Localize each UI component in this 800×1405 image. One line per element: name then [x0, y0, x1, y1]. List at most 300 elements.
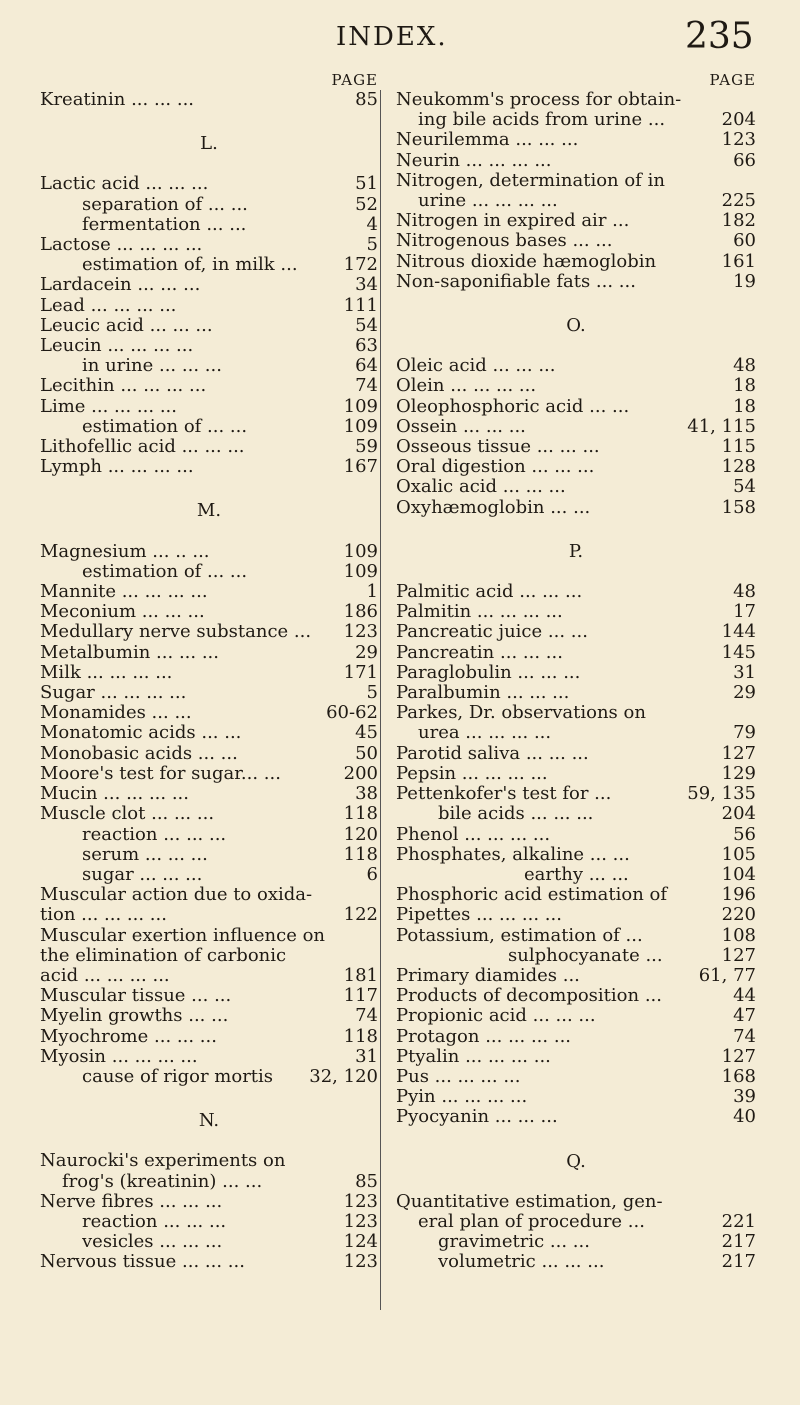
index-entry: [40, 336, 378, 356]
index-subentry: [40, 845, 378, 865]
entry-text: Pepsin ... ... ... ...: [396, 763, 548, 784]
entry-page: 19: [733, 270, 756, 292]
entry-text: Pyocyanin ... ... ...: [396, 1107, 558, 1128]
entry-text: Metalbumin ... ... ...: [40, 642, 219, 663]
entry-text: Parotid saliva ... ... ...: [396, 743, 589, 764]
index-entry: [40, 1047, 378, 1067]
entry-page: 124: [343, 1231, 378, 1253]
entry-page: 181: [343, 964, 378, 986]
index-entry: [40, 235, 378, 255]
page-column-label: PAGE: [709, 71, 756, 89]
entry-text: Protagon ... ... ... ...: [396, 1026, 572, 1047]
index-entry: [40, 1006, 378, 1026]
index-entry: [396, 231, 756, 251]
entry-text: Propionic acid ... ... ...: [396, 1006, 596, 1027]
index-entry: [40, 986, 378, 1006]
entry-page: 40: [733, 1106, 756, 1128]
entry-page: 182: [721, 210, 756, 232]
entry-page: 51: [355, 173, 378, 195]
entry-page: 39: [733, 1086, 756, 1108]
entry-page: 56: [733, 823, 756, 845]
entry-text: estimation of, in milk ...: [82, 255, 298, 276]
entry-page: 105: [721, 843, 756, 865]
entry-text: Lead ... ... ... ...: [40, 295, 177, 316]
entry-text: separation of ... ...: [82, 194, 248, 215]
entry-page: 123: [343, 621, 378, 643]
index-entry: [40, 744, 378, 764]
index-entry: [40, 1151, 378, 1171]
entry-page: 120: [343, 823, 378, 845]
entry-text: Paraglobulin ... ... ...: [396, 662, 581, 683]
entry-text: Non-saponifiable fats ... ...: [396, 271, 636, 292]
entry-text: vesicles ... ... ...: [82, 1232, 223, 1253]
index-entry: [396, 723, 756, 743]
entry-text: Naurocki's experiments on: [40, 1151, 286, 1172]
entry-page: 85: [355, 1170, 378, 1192]
index-entry: [396, 376, 756, 396]
index-entry: [396, 110, 756, 130]
entry-text: Pipettes ... ... ... ...: [396, 905, 562, 926]
entry-page: 18: [733, 375, 756, 397]
entry-text: Kreatinin ... ... ...: [40, 90, 195, 110]
index-entry: [40, 275, 378, 295]
entry-page: 44: [733, 985, 756, 1007]
index-subentry: [40, 562, 378, 582]
entry-text: Pyin ... ... ... ...: [396, 1087, 528, 1108]
index-subentry: [40, 1232, 378, 1252]
index-entry: [40, 966, 378, 986]
index-entry: [40, 1252, 378, 1272]
entry-text: Nitrous dioxide hæmoglobin: [396, 251, 657, 272]
entry-text: Myochrome ... ... ...: [40, 1026, 217, 1047]
entry-text: serum ... ... ...: [82, 844, 208, 865]
entry-text: Pettenkofer's test for ...: [396, 784, 612, 805]
index-entry: [396, 1027, 756, 1047]
entry-text: Muscular tissue ... ...: [40, 986, 232, 1007]
index-entry: [40, 316, 378, 336]
entry-page: 59: [355, 436, 378, 458]
entry-page: 122: [343, 904, 378, 926]
index-entry: [40, 905, 378, 925]
entry-text: tion ... ... ... ...: [40, 905, 167, 926]
entry-page: 4: [366, 213, 378, 235]
entry-page: 127: [721, 1045, 756, 1067]
entry-page: 123: [343, 1210, 378, 1232]
index-entry: [396, 211, 756, 231]
entry-text: Nitrogenous bases ... ...: [396, 231, 613, 252]
entry-page: 52: [355, 193, 378, 215]
index-entry: [40, 1027, 378, 1047]
entry-text: Moore's test for sugar... ...: [40, 763, 281, 784]
section-letter: N.: [198, 1110, 220, 1132]
entry-page: 168: [721, 1065, 756, 1087]
entry-text: Muscle clot ... ... ...: [40, 804, 215, 825]
entry-page: 74: [733, 1025, 756, 1047]
entry-page: 108: [721, 924, 756, 946]
index-subentry: [396, 804, 756, 824]
index-entry: [40, 946, 378, 966]
entry-page: 186: [343, 601, 378, 623]
entry-page: 115: [721, 436, 756, 458]
entry-page: 34: [355, 274, 378, 296]
entry-text: Nerve fibres ... ... ...: [40, 1191, 223, 1212]
entry-text: Neukomm's process for obtain-: [396, 90, 682, 110]
index-subentry: [40, 865, 378, 885]
index-entry: [396, 885, 756, 905]
index-entry: [396, 1006, 756, 1026]
entry-text: sulphocyanate ...: [508, 945, 663, 966]
entry-text: Lactic acid ... ... ...: [40, 174, 209, 195]
running-title: INDEX.: [336, 22, 448, 52]
index-entry: [396, 1192, 756, 1212]
entry-page: 66: [733, 149, 756, 171]
entry-page: 167: [343, 456, 378, 478]
entry-page: 161: [721, 250, 756, 272]
entry-text: Sugar ... ... ... ...: [40, 683, 187, 704]
entry-text: Meconium ... ... ...: [40, 602, 205, 623]
entry-text: Pus ... ... ... ...: [396, 1066, 521, 1087]
entry-page: 128: [721, 456, 756, 478]
index-subentry: [40, 417, 378, 437]
entry-text: fermentation ... ...: [82, 214, 247, 235]
entry-page: 158: [721, 496, 756, 518]
section-letter: P.: [568, 540, 584, 562]
entry-text: acid ... ... ... ...: [40, 965, 170, 986]
entry-page: 47: [733, 1005, 756, 1027]
entry-text: Milk ... ... ... ...: [40, 662, 173, 683]
entry-text: estimation of ... ...: [82, 416, 248, 437]
index-subentry: [40, 195, 378, 215]
entry-page: 109: [343, 415, 378, 437]
index-entry: [40, 174, 378, 194]
index-entry: [40, 622, 378, 642]
entry-text: Ossein ... ... ...: [396, 416, 526, 437]
index-entry: [40, 582, 378, 602]
entry-text: Palmitin ... ... ... ...: [396, 602, 563, 623]
index-entry: [396, 784, 756, 804]
entry-text: bile acids ... ... ...: [438, 804, 594, 825]
section-letter: L.: [200, 133, 218, 155]
section-letter: M.: [196, 500, 222, 522]
entry-text: Muscular exertion influence on: [40, 925, 326, 946]
index-entry: [396, 171, 756, 191]
entry-page: 118: [343, 843, 378, 865]
index-entry: [40, 437, 378, 457]
entry-page: 200: [343, 762, 378, 784]
entry-text: Oleophosphoric acid ... ...: [396, 396, 630, 417]
entry-page: 217: [721, 1231, 756, 1253]
entry-text: Parkes, Dr. observations on: [396, 703, 646, 724]
index-entry: [396, 437, 756, 457]
entry-page: 29: [733, 682, 756, 704]
entry-page: 38: [355, 783, 378, 805]
entry-text: Medullary nerve substance ...: [40, 622, 312, 643]
entry-page: 18: [733, 395, 756, 417]
index-entry: [396, 845, 756, 865]
entry-page: 118: [343, 1025, 378, 1047]
entry-text: Ptyalin ... ... ... ...: [396, 1046, 551, 1067]
entry-page: 5: [366, 234, 378, 256]
index-entry: [396, 683, 756, 703]
entry-text: Products of decomposition ...: [396, 986, 662, 1007]
entry-page: 54: [733, 476, 756, 498]
entry-page: 144: [721, 621, 756, 643]
entry-text: Nitrogen, determination of in: [396, 170, 665, 191]
entry-text: urea ... ... ... ...: [418, 723, 552, 744]
index-entry: [40, 804, 378, 824]
entry-page: 74: [355, 1005, 378, 1027]
entry-text: estimation of ... ...: [82, 561, 248, 582]
entry-page: 220: [721, 904, 756, 926]
entry-text: Potassium, estimation of ...: [396, 925, 643, 946]
entry-text: Phosphates, alkaline ... ...: [396, 844, 630, 865]
index-subentry: [396, 865, 756, 885]
index-entry: [396, 272, 756, 292]
index-entry: [396, 1067, 756, 1087]
index-entry: [40, 542, 378, 562]
index-entry: [396, 926, 756, 946]
index-entry: [40, 784, 378, 804]
index-entry: [40, 296, 378, 316]
index-entry: [40, 663, 378, 683]
entry-text: Phosphoric acid estimation of: [396, 885, 668, 906]
entry-text: Oleic acid ... ... ...: [396, 356, 556, 377]
entry-page: 41, 115: [687, 415, 756, 437]
index-entry: [396, 643, 756, 663]
index-subentry: [40, 1212, 378, 1232]
index-entry: [396, 1047, 756, 1067]
entry-page: 60: [733, 230, 756, 252]
entry-page: 118: [343, 803, 378, 825]
index-entry: [40, 602, 378, 622]
entry-page: 204: [721, 803, 756, 825]
entry-text: Neurilemma ... ... ...: [396, 130, 579, 151]
entry-text: Pancreatin ... ... ...: [396, 642, 563, 663]
entry-text: gravimetric ... ...: [438, 1232, 590, 1253]
index-entry: [396, 744, 756, 764]
index-subentry: [40, 255, 378, 275]
entry-page: 29: [355, 641, 378, 663]
index-entry: [396, 905, 756, 925]
entry-text: Mannite ... ... ... ...: [40, 582, 208, 603]
entry-page: 109: [343, 395, 378, 417]
entry-text: Olein ... ... ... ...: [396, 376, 537, 397]
index-entry: [40, 764, 378, 784]
entry-text: frog's (kreatinin) ... ...: [62, 1171, 263, 1192]
entry-text: volumetric ... ... ...: [438, 1252, 605, 1273]
index-entry: [396, 457, 756, 477]
index-entry: [396, 602, 756, 622]
entry-text: Monamides ... ...: [40, 703, 192, 724]
entry-page: 17: [733, 601, 756, 623]
index-entry: [40, 703, 378, 723]
entry-text: Phenol ... ... ... ...: [396, 824, 551, 845]
entry-page: 171: [343, 661, 378, 683]
index-subentry: [40, 1067, 378, 1087]
entry-text: Lime ... ... ... ...: [40, 396, 177, 417]
index-entry: [40, 90, 378, 110]
entry-text: the elimination of carbonic: [40, 945, 287, 966]
index-entry: [396, 1212, 756, 1232]
index-entry: [40, 457, 378, 477]
entry-text: Myelin growths ... ...: [40, 1006, 229, 1027]
entry-text: Lecithin ... ... ... ...: [40, 376, 207, 397]
index-column-left: [40, 70, 378, 1273]
entry-text: Palmitic acid ... ... ...: [396, 582, 583, 603]
index-entry: [40, 1172, 378, 1192]
entry-page: 31: [355, 1045, 378, 1067]
entry-page: 60-62: [326, 702, 378, 724]
page-number: 235: [685, 16, 754, 57]
entry-page: 204: [721, 109, 756, 131]
entry-page: 50: [355, 742, 378, 764]
entry-text: reaction ... ... ...: [82, 824, 227, 845]
entry-page: 61, 77: [698, 964, 756, 986]
entry-page: 85: [355, 89, 378, 110]
section-letter: O.: [566, 315, 586, 337]
entry-text: Paralbumin ... ... ...: [396, 683, 570, 704]
index-entry: [396, 582, 756, 602]
index-entry: [396, 397, 756, 417]
entry-page: 59, 135: [687, 783, 756, 805]
entry-text: in urine ... ... ...: [82, 356, 222, 377]
index-entry: [396, 703, 756, 723]
entry-page: 109: [343, 540, 378, 562]
entry-page: 74: [355, 375, 378, 397]
column-divider: [380, 90, 381, 1310]
entry-page: 64: [355, 355, 378, 377]
entry-text: Mucin ... ... ... ...: [40, 784, 190, 805]
entry-text: Pancreatic juice ... ...: [396, 622, 588, 643]
entry-page: 54: [355, 314, 378, 336]
index-entry: [40, 1192, 378, 1212]
index-entry: [40, 376, 378, 396]
index-entry: [396, 130, 756, 150]
index-entry: [40, 885, 378, 905]
entry-text: Lymph ... ... ... ...: [40, 457, 194, 478]
index-entry: [396, 986, 756, 1006]
entry-text: Leucic acid ... ... ...: [40, 315, 213, 336]
entry-page: 48: [733, 355, 756, 377]
entry-page: 109: [343, 560, 378, 582]
index-subentry: [396, 1232, 756, 1252]
entry-text: cause of rigor mortis: [82, 1066, 274, 1087]
entry-page: 1: [366, 581, 378, 603]
entry-text: Muscular action due to oxida-: [40, 885, 313, 906]
index-entry: [40, 926, 378, 946]
index-subentry: [396, 946, 756, 966]
entry-text: Osseous tissue ... ... ...: [396, 437, 600, 458]
entry-page: 196: [721, 884, 756, 906]
entry-page: 221: [721, 1210, 756, 1232]
index-subentry: [40, 215, 378, 235]
entry-text: Lithofellic acid ... ... ...: [40, 437, 245, 458]
index-entry: [396, 498, 756, 518]
index-entry: [396, 477, 756, 497]
index-entry: [40, 397, 378, 417]
entry-page: 111: [343, 294, 378, 316]
index-entry: [396, 825, 756, 845]
index-entry: [396, 191, 756, 211]
entry-text: reaction ... ... ...: [82, 1211, 227, 1232]
index-entry: [396, 356, 756, 376]
index-entry: [396, 966, 756, 986]
entry-page: 172: [343, 254, 378, 276]
entry-text: Primary diamides ...: [396, 965, 580, 986]
index-entry: [396, 1107, 756, 1127]
entry-text: Oxyhæmoglobin ... ...: [396, 497, 591, 518]
entry-text: Oxalic acid ... ... ...: [396, 477, 566, 498]
index-entry: [396, 622, 756, 642]
entry-page: 129: [721, 762, 756, 784]
index-entry: [396, 417, 756, 437]
entry-page: 127: [721, 944, 756, 966]
entry-text: ing bile acids from urine ...: [418, 110, 666, 131]
index-entry: [396, 90, 756, 110]
entry-text: Lactose ... ... ... ...: [40, 235, 203, 256]
entry-page: 225: [721, 190, 756, 212]
entry-page: 32, 120: [309, 1065, 378, 1087]
entry-page: 5: [366, 682, 378, 704]
entry-page: 31: [733, 661, 756, 683]
entry-page: 127: [721, 742, 756, 764]
index-entry: [396, 151, 756, 171]
index-entry: [396, 1087, 756, 1107]
entry-page: 79: [733, 722, 756, 744]
entry-page: 117: [343, 985, 378, 1007]
index-subentry: [40, 356, 378, 376]
index-entry: [396, 663, 756, 683]
index-subentry: [396, 1252, 756, 1272]
entry-page: 123: [343, 1190, 378, 1212]
entry-page: 145: [721, 641, 756, 663]
section-letter: Q.: [566, 1150, 586, 1172]
index-entry: [40, 683, 378, 703]
entry-text: eral plan of procedure ...: [418, 1211, 645, 1232]
entry-text: Oral digestion ... ... ...: [396, 457, 595, 478]
index-subentry: [40, 825, 378, 845]
entry-text: Nitrogen in expired air ...: [396, 211, 630, 232]
entry-text: urine ... ... ... ...: [418, 191, 558, 212]
entry-page: 45: [355, 722, 378, 744]
entry-text: Myosin ... ... ... ...: [40, 1046, 198, 1067]
index-column-right: [396, 70, 756, 1273]
entry-page: 217: [721, 1251, 756, 1273]
entry-text: sugar ... ... ...: [82, 864, 203, 885]
entry-page: 123: [721, 129, 756, 151]
entry-text: Lardacein ... ... ...: [40, 275, 201, 296]
entry-page: 104: [721, 863, 756, 885]
index-entry: [396, 764, 756, 784]
entry-text: Leucin ... ... ... ...: [40, 336, 194, 357]
entry-page: 48: [733, 581, 756, 603]
entry-text: Monatomic acids ... ...: [40, 723, 242, 744]
entry-text: Monobasic acids ... ...: [40, 743, 238, 764]
index-entry: [40, 643, 378, 663]
entry-page: 63: [355, 335, 378, 357]
entry-text: earthy ... ...: [524, 864, 629, 885]
entry-text: Nervous tissue ... ... ...: [40, 1252, 245, 1273]
entry-text: Neurin ... ... ... ...: [396, 150, 552, 171]
page-header: [0, 10, 800, 60]
entry-text: Quantitative estimation, gen-: [396, 1191, 663, 1212]
page-column-label: PAGE: [331, 71, 378, 89]
entry-page: 6: [366, 863, 378, 885]
entry-text: Magnesium ... .. ...: [40, 541, 210, 562]
index-entry: [396, 252, 756, 272]
index-entry: [40, 723, 378, 743]
entry-page: 123: [343, 1251, 378, 1273]
